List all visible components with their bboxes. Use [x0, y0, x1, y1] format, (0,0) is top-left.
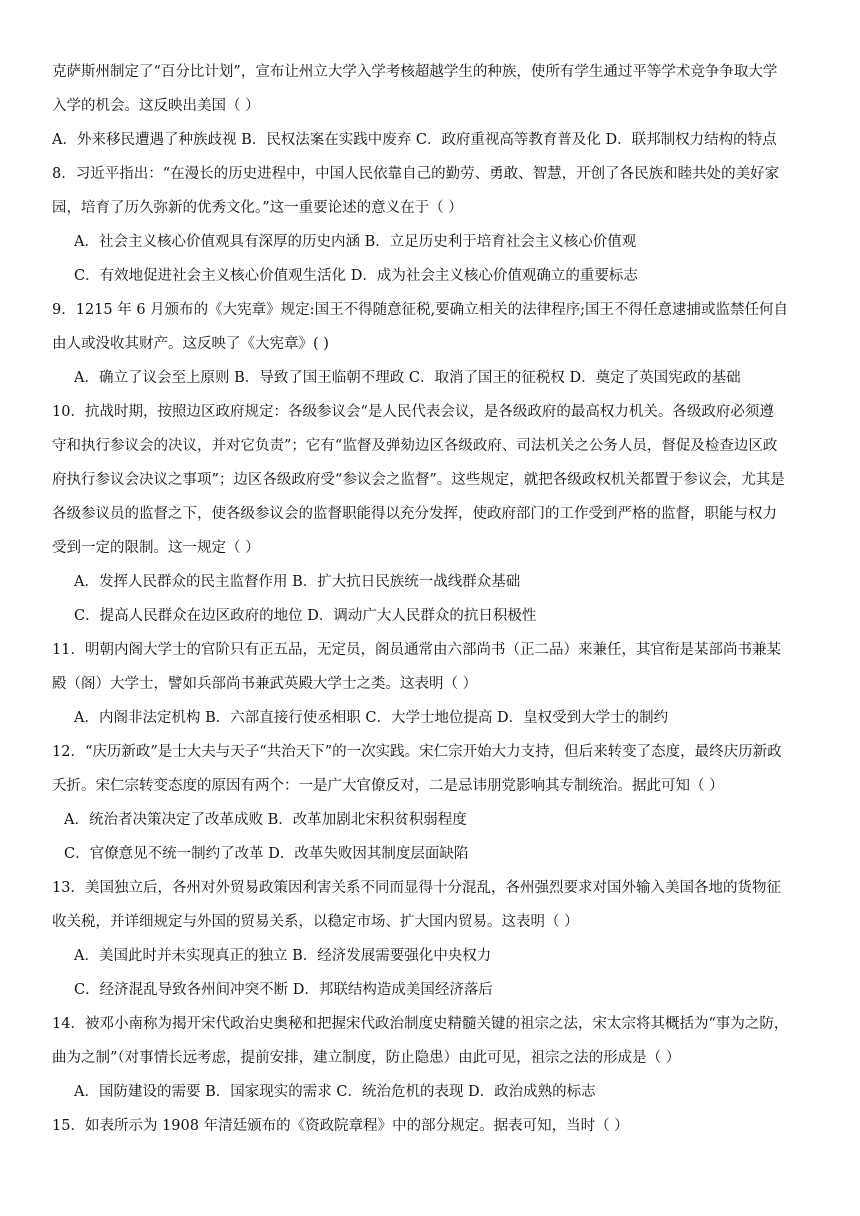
question-15: 15．如表所示为 1908 年清廷颁布的《资政院章程》中的部分规定。据表可知，当时（ ） [52, 1118, 629, 1134]
option-line: C．经济混乱导致各州间冲突不断 D．邦联结构造成美国经济落后 [74, 982, 493, 998]
text-line: 收关税，并详细规定与外国的贸易关系，以稳定市场、扩大国内贸易。这表明（ ） [52, 914, 579, 930]
text-line: 守和执行参议会的决议，并对它负责”；它有“监督及弹劾边区各级政府、司法机关之公务人员，督促及检查边区政 [52, 438, 778, 454]
question-10: 10．抗战时期，按照边区政府规定：各级参议会“是人民代表会议，是各级政府的最高权力机关。各级政府必须遵 [52, 404, 774, 420]
option-line: A．确立了议会至上原则 B．导致了国王临朝不理政 C．取消了国王的征税权 D．奠定了英国宪政的基础 [74, 370, 741, 386]
question-8: 8．习近平指出：“在漫长的历史进程中，中国人民依靠自己的勤劳、勇敢、智慧，开创了各民族和睦共处的美好家 [52, 166, 780, 182]
text-line: 府执行参议会决议之事项”；边区各级政府受“参议会之监督”。这些规定，就把各级政权机关都置于参议会，尤其是 [52, 472, 785, 488]
text-line: 由人或没收其财产。这反映了《大宪章》( ) [52, 336, 329, 352]
question-13: 13．美国独立后，各州对外贸易政策因利害关系不同而显得十分混乱，各州强烈要求对国外输入美国各地的货物征 [52, 880, 781, 896]
option-line: A．社会主义核心价值观具有深厚的历史内涵 B．立足历史利于培育社会主义核心价值观 [74, 234, 637, 250]
text-line: 夭折。宋仁宗转变态度的原因有两个：一是广大官僚反对，二是忌讳朋党影响其专制统治。据此可知（ ） [52, 778, 724, 794]
option-line: A．美国此时并未实现真正的独立 B．经济发展需要强化中央权力 [74, 948, 492, 964]
text-line: 克萨斯州制定了“百分比计划”，宣布让州立大学入学考核超越学生的种族，使所有学生通过平等学术竞争争取大学 [52, 64, 778, 80]
option-line: C．提高人民群众在边区政府的地位 D．调动广大人民群众的抗日积极性 [74, 608, 537, 624]
option-line: C．官僚意见不统一制约了改革 D．改革失败因其制度层面缺陷 [64, 846, 469, 862]
option-line: C．有效地促进社会主义核心价值观生活化 D．成为社会主义核心价值观确立的重要标志 [74, 268, 638, 284]
text-line: 各级参议员的监督之下，使各级参议会的监督职能得以充分发挥，使政府部门的工作受到严格的监督，职能与权力 [52, 506, 777, 522]
text-line: 入学的机会。这反映出美国（ ） [52, 98, 260, 114]
option-line: A．发挥人民群众的民主监督作用 B．扩大抗日民族统一战线群众基础 [74, 574, 521, 590]
text-line: 受到一定的限制。这一规定（ ） [52, 540, 260, 556]
option-line: A．外来移民遭遇了种族歧视 B．民权法案在实践中废弃 C．政府重视高等教育普及化 D．联邦制权力结构的特点 [52, 132, 777, 148]
question-11: 11．明朝内阁大学士的官阶只有正五品，无定员，阁员通常由六部尚书（正二品）来兼任，其官衔是某部尚书兼某 [52, 642, 781, 658]
text-line: 殿（阁）大学士，譬如兵部尚书兼武英殿大学士之类。这表明（ ） [52, 676, 478, 692]
question-12: 12．“庆历新政”是士大夫与天子“共治天下”的一次实践。宋仁宗开始大力支持，但后来转变了态度，最终庆历新政 [52, 744, 782, 760]
text-line: 曲为之制”（对事情长远考虑，提前安排，建立制度，防止隐患）由此可见，祖宗之法的形成是（ ） [52, 1050, 681, 1066]
option-line: A．国防建设的需要 B．国家现实的需求 C．统治危机的表现 D．政治成熟的标志 [74, 1084, 596, 1100]
option-line: A．统治者决策决定了改革成败 B．改革加剧北宋积贫积弱程度 [64, 812, 467, 828]
question-14: 14．被邓小南称为揭开宋代政治史奥秘和把握宋代政治制度史精髓关键的祖宗之法，宋太宗将其概括为“事为之防， [52, 1016, 789, 1032]
question-9: 9．1215 年 6 月颁布的《大宪章》规定:国王不得随意征税,要确立相关的法律程序;国王不得任意逮捕或监禁任何自 [52, 302, 789, 318]
text-line: 园，培育了历久弥新的优秀文化。”这一重要论述的意义在于（ ） [52, 200, 463, 216]
option-line: A．内阁非法定机构 B．六部直接行使丞相职 C．大学士地位提高 D．皇权受到大学士的制约 [74, 710, 669, 726]
